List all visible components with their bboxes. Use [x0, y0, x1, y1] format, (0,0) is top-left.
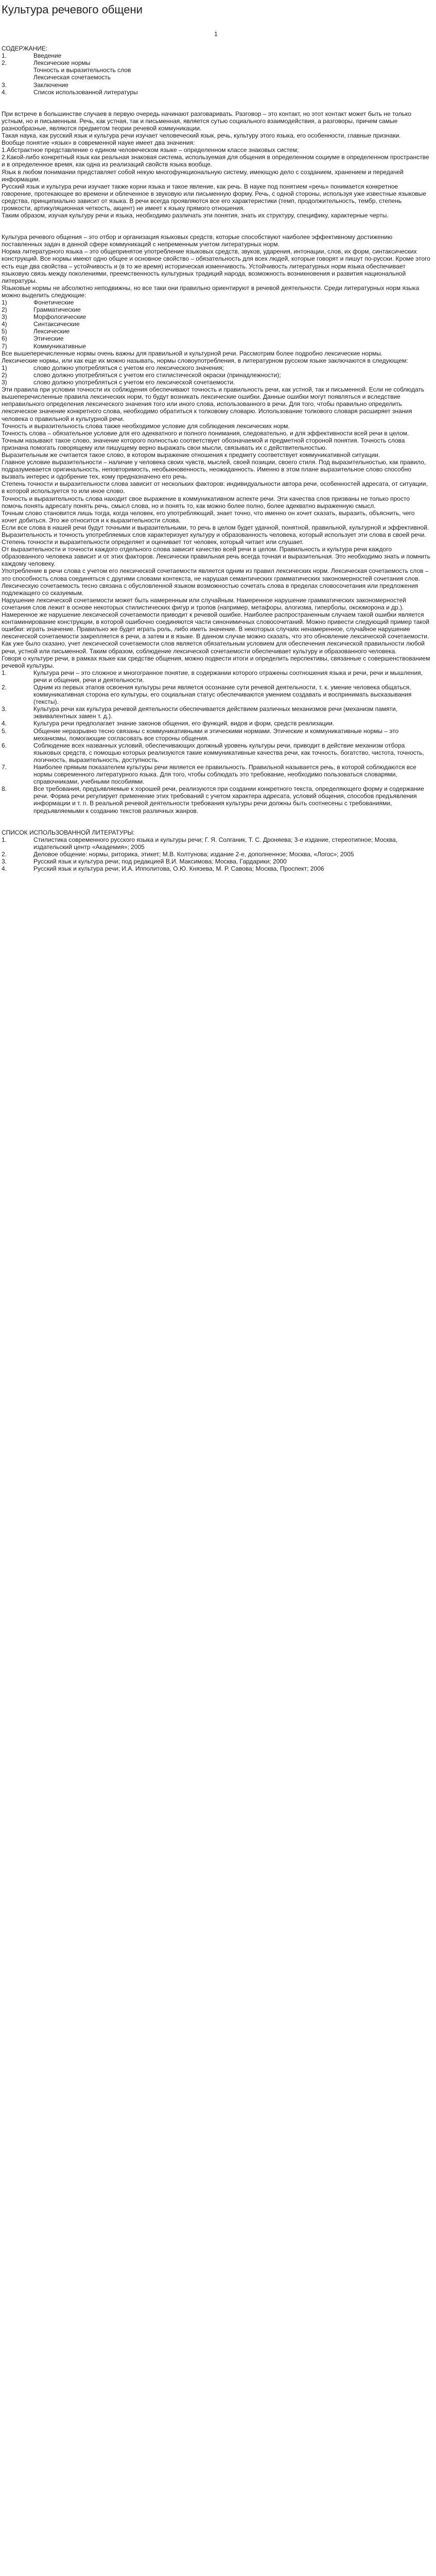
lexical-norms-list: [2, 364, 430, 386]
body-paragraph: Точность и выразительность слова также необходимое условие для соблюдения лексических норм.: [2, 422, 290, 430]
intro-paragraph: Язык в любом понимании представляет собой некую многофункциональную систему, имеющую дело с созданием, хранением и передачей информации.: [2, 168, 404, 183]
intro-paragraph: Таким образом, изучая культуру речи и языка, необходимо различать эти понятия, знать их структуру, специфику, характерные черты.: [2, 212, 389, 219]
body-paragraph: Норма литературного языка – это общепринятое употребление языковых средств, звуков, ударения, интонации, слов, их форм, синтаксических конструкций. Все нормы имеют одно общее и основное свойство – обязательность для всех людей, которые говорят и пишут по-русски. Кроме этого есть еще два свойства – устойчивость и (в то же время) историческая изменчивость. Устойчивость литературных норм языка обеспечивает языковую связь между поколениями, преемственность культурных традиций народа, возможность возникновения и развития национальной литературы.: [2, 248, 430, 284]
body-paragraph: Точность и выразительность слова находит свое выражение в коммуникативном аспекте речи. Эти качества слов призваны не только просто помочь понять адресату понять речь, смысл слова, но и понять то, как можно более полно, более адекватно выраженную смысл.: [2, 495, 410, 510]
conclusion-item: [2, 785, 430, 814]
body-paragraph: Точность слова – обязательное условие для его адекватного и полного понимания, следовательно, и для эффективности всей речи в целом. Точным называют такое слово, значение которого полностью соответствует обозначаемой и предметной стороной понятия. Точность слова признана помогать говорящему или пишущему верно выражать свои мысли, связывать их с действительностью.: [2, 429, 409, 451]
conclusion-item-text: Соблюдение всех названных условий, обеспечивающих должный уровень культуры речи, приводит в действие механизм отбора языковых средств, с помощью которых реализуются такие коммуникативные качества речи, как точность, богатство, чистота, точность, логичность, выразительность, доступность.: [33, 741, 424, 764]
conclusion-item: [2, 684, 430, 705]
norm-item: [2, 299, 430, 306]
conclusion-item-number: 3.: [2, 705, 7, 713]
toc-item-text: Лексическая сочетаемость: [33, 74, 111, 81]
toc-item-number: 1.: [2, 52, 7, 60]
table-of-contents: [2, 52, 430, 96]
conclusion-item-number: 7.: [2, 764, 7, 771]
literature-item-text: Русский язык и культура речи; под редакцией В.И. Максимова; Москва, Гардарики; 2000: [33, 858, 287, 866]
page-number: 1: [214, 30, 218, 38]
conclusion-item: [2, 669, 430, 684]
body-paragraph: От выразительности и точности каждого отдельного слова зависит качество всей речи в целом. Правильность и культура речи каждого образованного человека зависит и от этих факторов. Лексически правильная речь всегда точная и выразительная. Это необходимо знать и помнить каждому человеку.: [2, 546, 430, 568]
norm-item-text: Грамматические: [33, 306, 81, 314]
toc-item-number: 3.: [2, 81, 7, 89]
conclusion-item-number: 4.: [2, 720, 7, 727]
body-paragraph: Главное условие выразительности – наличие у человека своих чувств, мыслей, своей позиции, своего стиля. Под выразительностью, как правило, подразумевается оригинальность, неповторимость, необыкновенность, неожиданность. Именно в этом плане выразительное слово способно вызвать интерес и одобрение тех, кому предназначено его речь.: [2, 459, 426, 481]
document-title: Культура речевого общени: [2, 3, 143, 16]
norm-item: [2, 335, 430, 342]
norm-item-number: 4): [2, 320, 7, 328]
body-paragraph: Степень точности и выразительности слова зависит от нескольких факторов: индивидуальности автора речи, особенностей адресата, от ситуации, в которой используется то или иное слово.: [2, 480, 428, 495]
conclusion-item: [2, 742, 430, 764]
intro-paragraph: 1.Абстрактное представление о едином человеческом языке – определенном классе знаковых систем;: [2, 146, 299, 154]
literature-heading: СПИСОК ИСПОЛЬЗОВАННОЙ ЛИТЕРАТУРЫ:: [2, 828, 135, 836]
body-paragraph: Говоря о культуре речи, в рамках языке как средстве общения, можно подвести итоги и определить перспективы, связанные с совершенствованием речевой культуры.: [2, 654, 430, 669]
lexical-rule-item-text: слово должно употребляться с учетом его лексического значения;: [33, 364, 224, 371]
lexical-rule-item: [2, 371, 430, 379]
norm-item: [2, 328, 430, 335]
toc-item: [2, 59, 430, 66]
norm-item-text: Этические: [33, 335, 64, 343]
literature-item-number: 1.: [2, 836, 7, 843]
conclusion-item-text: Все требования, предъявляемые к хорошей речи, реализуются при создании конкретного текста, определяющего форму и содержание речи. Форма речи регулирует применение этих требований с учетом характера адресата, условий общения, способов предъявления информации и т. п. В реальной речевой деятельности требования культуры речи должны быть соотнесены с требованиями, предъявляемыми к созданию текстов различных жанров.: [33, 785, 424, 815]
norm-item-text: Коммуникативные: [33, 342, 86, 350]
toc-item-text: Точность и выразительность слов: [33, 66, 131, 74]
body-paragraph: Употребление в речи слова с учетом его лексической сочетаемости является одним из правил лексических норм. Лексическая сочетаемость слов – это способность слова соединяться с другими словами контекста, не нарушая семантических грамматических закономерностей сочетания слов.: [2, 567, 429, 582]
norm-item-text: Фонетические: [33, 299, 74, 306]
literature-item-number: 3.: [2, 858, 7, 866]
lexical-rule-item: [2, 364, 430, 371]
literature-item: [2, 865, 430, 872]
after-norms-section: [2, 350, 430, 364]
body-paragraph: Выразительность и точность употребляемых слов характеризует культуру и образованность человека, который использует эти слова в своей речи. Степень точности и выразительности определяет и оценивает тот человек, который читает или слушает.: [2, 531, 426, 546]
lexical-rule-item-number: 1): [2, 364, 7, 371]
conclusion-list: [2, 669, 430, 815]
conclusion-item-number: 8.: [2, 785, 7, 793]
body-paragraph: Языковые нормы не абсолютно неподвижны, но все таки они правильно ориентируют в речевой деятельности. Среди литературных норм языка можно выделить следующие:: [2, 284, 420, 299]
intro-paragraph: При встрече в большинстве случаев в первую очередь начинают разговаривать. Разговор – это контакт, но этот контакт может быть не только устным, но и письменным. Речь, как устная, так и письменная, является сутью социального взаимодействия, а разговоры, причем самые разнообразные, являются предметом теории речевой коммуникации.: [2, 110, 412, 132]
body-paragraph: Как уже было сказано, учет лексической сочетаемости слов является обязательным условием для обеспечения лексической правильности любой речи, устной или письменной. Таким образом, соблюдение лексической сочетаемости обеспечивает культуру и образованного человека.: [2, 640, 425, 655]
body-paragraph: Лексическую сочетаемость тесно связана с обусловленной языком возможностью сочетать слова в пределах словосочетания или предложения подлежащего со сказуемым.: [2, 582, 418, 597]
toc-item-text: Список использованной литературы: [33, 88, 138, 96]
toc-item-number: 2.: [2, 59, 7, 67]
norm-item: [2, 343, 430, 350]
toc-item-text: Заключение: [33, 81, 68, 89]
norm-item-number: 1): [2, 299, 7, 306]
conclusion-item-text: Культура речи предполагает знание законов общения, его функций, видов и форм, средств реализации.: [33, 720, 335, 727]
intro-paragraph: Русский язык и культура речи изучает также корни языка и такое явление, как речь. В науке под понятием «речь» понимается конкретное говорение, протекающее во времени и облеченное в звуковую или письменную форму. Речь, с одной стороны, используя уже известные языковые средства, принципиально зависит от языка. В речи всегда проявляются все его характеристики (темп, продолжительность, тембр, степень громкости, артикуляционная четкость, акцент) не имеет к языку прямого отношения.: [2, 182, 426, 212]
conclusion-item: [2, 705, 430, 720]
literature-item-text: Деловое общение: нормы, риторика, этикет; М.В. Колтунова; издание 2-е, дополненное; Москва, «Логос»; 2005: [33, 850, 354, 858]
norms-list: [2, 299, 430, 350]
toc-item: [2, 81, 430, 89]
intro-paragraph: Вообще понятие «язык» в современной науке имеет два значения:: [2, 139, 195, 147]
norm-item: [2, 306, 430, 313]
lexical-rule-item-number: 2): [2, 371, 7, 379]
body-paragraph: Эти правила при условии точности их соблюдения обеспечивают точность и правильность речи, как устной, так и письменной. Если не соблюдать вышеперечисленные правила лексических норм, то будут возникать лексические ошибки. Данные ошибки могут появляться и вследствие неправильного определения лексического значения того или иного слова, использованного в речи. Для того, чтобы правильно определить лексическое значение конкретного слова, необходимо обратиться к толковому словарю. Использование толкового словаря расширяет знания человека о правильной и культурной речи.: [2, 386, 425, 422]
lexical-rule-item-text: слово должно употребляться с учетом его стилистической окраски (принадлежности);: [33, 371, 281, 379]
conclusion-item-number: 6.: [2, 741, 7, 749]
body-paragraph: Все вышеперечисленные нормы очень важны для правильной и культурной речи. Рассмотрим более подробно лексические нормы.: [2, 349, 383, 357]
toc-item: [2, 74, 430, 81]
norm-item-text: Морфологические: [33, 313, 86, 321]
conclusion-item-text: Одним из первых этапов освоения культуры речи является осознание сути речевой деятельности, т. к. умение человека общаться, коммуникативная сторона его культуры, его социальная статус обеспечиваются умением создавать и воспринимать высказывания (тексты).: [33, 683, 412, 706]
conclusion-item: [2, 720, 430, 727]
conclusion-item-number: 1.: [2, 669, 7, 676]
toc-item-number: [2, 74, 33, 81]
toc-item: [2, 52, 430, 59]
toc-heading: СОДЕРЖАНИЕ:: [2, 45, 48, 53]
conclusion-item-number: 5.: [2, 727, 7, 735]
lexical-rule-item-text: слово должно употребляться с учетом его лексической сочетаемости.: [33, 379, 235, 386]
intro-section: [2, 110, 430, 219]
norm-item-number: 6): [2, 335, 7, 343]
document: [0, 0, 432, 874]
norm-item-number: 2): [2, 306, 7, 314]
conclusion-item: [2, 764, 430, 785]
norm-item: [2, 313, 430, 320]
toc-item-number: [2, 66, 33, 74]
norm-item-number: 7): [2, 342, 7, 350]
conclusion-item-text: Культура речи как культура речевой деятельности обеспечивается действием различных механизмов речи (механизм памяти, эквивалентных замен т. д.).: [33, 705, 398, 720]
conclusion-item-text: Общение неразрывно тесно связаны с коммуникативными и этическими нормами. Этические и коммуникативные нормы – это механизмы, помогающие согласовать все стороны общения.: [33, 727, 399, 742]
lexical-rule-item-number: 3): [2, 379, 7, 386]
literature-item-text: Русский язык и культура речи; И.А. Ипполитова, О.Ю. Князева, М. Р. Савова; Москва, Проспект; 2006: [33, 865, 324, 873]
culture-section: [2, 233, 430, 299]
body-paragraph: Нарушение лексической сочетаемости может быть намеренным или случайным. Намеренное нарушение грамматических закономерностей сочетания слов лежит в основе некоторых стилистических фигур и тропов (например, метафоры, алогизма, гиперболы, оксюморона и др.). Намеренное же нарушение лексической сочетаемости приводит к речевой ошибке. Наиболее распространенным случаем такой ошибки является контаминирование конструкции, в которой ошибочно соединяются части синонимичных словосочетаний. Можно привести следующий пример такой ошибки: играть значение. Правильно же будет играть роль, либо иметь значение. В некоторых случаях ненамеренное, случайное нарушение лексической сочетаемости закрепляется в речи, а затем и в языке. В данном случае можно сказать, что это обновление лексической сочетаемости.: [2, 596, 429, 640]
conclusion-item-text: Культура речи – это сложное и многогранное понятие, в содержании которого отражены соотношения языка и речи, речи и мышления, речи и общения, речи и деятельности.: [33, 669, 423, 684]
body-paragraph: Если все слова в нашей речи будут точными и выразительными, то речь в целом будет удачной, понятной, правильной, культурной и эффективной.: [2, 523, 429, 531]
body-paragraph: Лексические нормы, или как еще их можно называть, нормы словоупотребления, в литературном русском языке заключаются в следующем:: [2, 357, 408, 364]
norm-item-number: 5): [2, 328, 7, 335]
conclusion-item-text: Наиболее прямым показателем культуры речи является ее правильность. Правильной называется речь, в которой соблюдаются все нормы современного литературного языка. Для того, чтобы соблюдать это требование, необходимо пользоваться словарями, справочниками, учебными пособиями.: [33, 764, 416, 786]
toc-item-text: Лексические нормы: [33, 59, 91, 67]
lexical-rule-item: [2, 379, 430, 386]
intro-paragraph: 2.Какой-либо конкретный язык как реальная знаковая система, используемая для общения в определенном социуме в определенном пространстве и в определенное время, как одна из реализаций свойств языка вообще.: [2, 154, 429, 168]
literature-item: [2, 836, 430, 851]
conclusion-item-number: 2.: [2, 683, 7, 691]
norm-item-text: Лексические: [33, 328, 70, 335]
toc-item-number: 4.: [2, 88, 7, 96]
body-paragraph: Выразительным же считается такое слово, в котором выражение отношения к предмету соответствует коммуникативной ситуации.: [2, 451, 380, 459]
toc-item: [2, 89, 430, 96]
literature-item: [2, 851, 430, 858]
body-paragraph: Точным слово становится лишь тогда, когда человек, его употребляющий, знает точно, что именно он хочет сказать, выразить, объяснить, чего хочет добиться. Это же относится и к выразительности слова.: [2, 509, 415, 524]
intro-paragraph: Такая наука, как русский язык и культура речи изучает человеческий язык, речь, культуру этого языка, его особенности, главные признаки.: [2, 132, 401, 140]
toc-item-text: Введение: [33, 52, 62, 60]
conclusion-item: [2, 727, 430, 742]
literature-list: [2, 836, 430, 872]
norm-item: [2, 320, 430, 328]
norm-item-number: 3): [2, 313, 7, 321]
literature-item-number: 4.: [2, 865, 7, 873]
toc-item: [2, 66, 430, 74]
norm-item-text: Синтаксические: [33, 320, 80, 328]
literature-item: [2, 858, 430, 865]
literature-item-text: Стилистика современного русского языка и культуры речи; Г. Я. Солганик, Т. С. Дроняева; 3-е издание, стереотипное; Москва, издательский центр «Академия»; 2005: [33, 836, 398, 851]
body-paragraph: Культура речевого общения – это отбор и организация языковых средств, которые способствуют наиболее эффективному достижению поставленных задач в данной сфере коммуникаций с непременным учетом литературных норм.: [2, 233, 393, 248]
literature-item-number: 2.: [2, 850, 7, 858]
body-section: [2, 386, 430, 669]
